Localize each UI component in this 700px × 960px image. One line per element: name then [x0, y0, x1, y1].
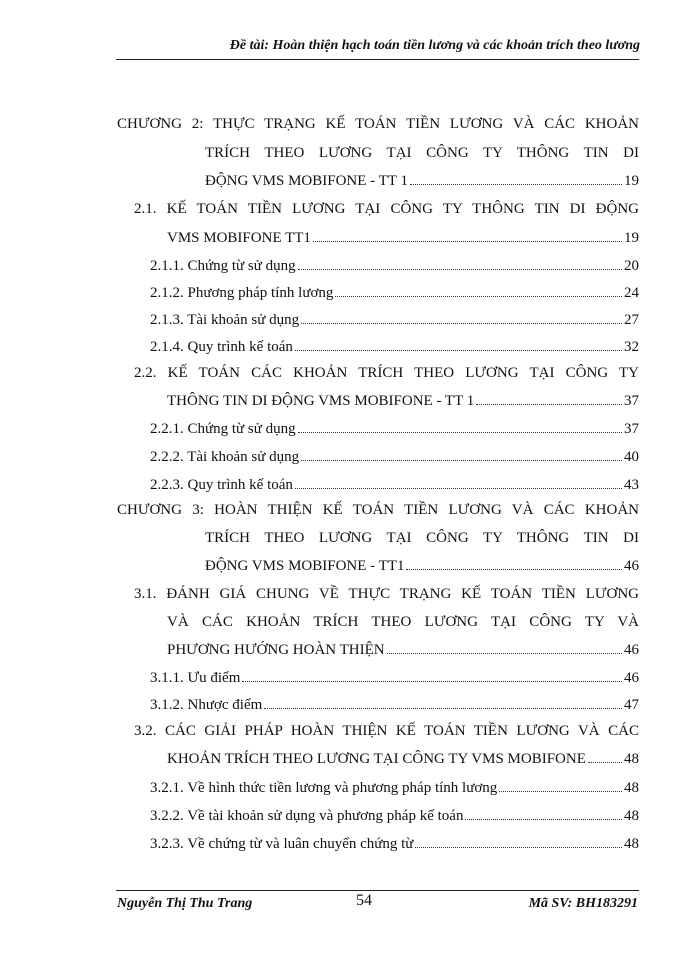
toc-entry-3-2-2-page: 48: [624, 808, 639, 824]
toc-chapter-2-line-1: CHƯƠNG 2: THỰC TRẠNG KẾ TOÁN TIỀN LƯƠNG VÀ CÁC KHOẢN: [117, 116, 639, 132]
toc-entry-3-2-2: [150, 807, 639, 825]
toc-entry-2-2-2-text: 2.2.2. Tài khoản sử dụng: [150, 449, 300, 465]
toc-entry-3-2-2-text: 3.2.2. Về tài khoản sử dụng và phương pháp kế toán: [150, 808, 464, 824]
dot-leader: [313, 241, 622, 242]
toc-chapter-3-line-3: [205, 557, 639, 575]
toc-section-3-2-text: KHOẢN TRÍCH THEO LƯƠNG TẠI CÔNG TY VMS MOBIFONE: [167, 751, 586, 767]
dot-leader: [588, 762, 622, 763]
toc-section-3-2-line-2: [167, 750, 639, 768]
toc-section-3-1-line-3: [167, 641, 639, 659]
toc-entry-2-1-3-text: 2.1.3. Tài khoản sử dụng: [150, 312, 300, 328]
dot-leader: [499, 791, 622, 792]
page-header-title: Đề tài: Hoàn thiện hạch toán tiền lương và các khoản trích theo lương: [229, 38, 640, 53]
toc-chapter-2-line-3: [205, 172, 639, 190]
dot-leader: [301, 323, 622, 324]
toc-entry-2-1-2: [150, 284, 639, 302]
toc-chapter-3-line-1: CHƯƠNG 3: HOÀN THIỆN KẾ TOÁN TIỀN LƯƠNG VÀ CÁC KHOẢN: [117, 502, 639, 518]
toc-entry-2-2-1: [150, 420, 639, 438]
toc-entry-3-1-1: [150, 669, 639, 687]
dot-leader: [415, 847, 622, 848]
toc-entry-2-2-2-page: 40: [624, 449, 639, 465]
toc-entry-2-1-1-text: 2.1.1. Chứng từ sử dụng: [150, 258, 296, 274]
dot-leader: [264, 708, 622, 709]
dot-leader: [295, 488, 622, 489]
toc-entry-2-2-1-text: 2.2.1. Chứng từ sử dụng: [150, 421, 296, 437]
footer-page-number: 54: [356, 892, 372, 909]
dot-leader: [476, 404, 622, 405]
dot-leader: [298, 269, 622, 270]
toc-chapter-3-text: ĐỘNG VMS MOBIFONE - TT1: [205, 558, 405, 574]
toc-entry-2-2-3-page: 43: [624, 477, 639, 493]
toc-entry-2-1-2-text: 2.1.2. Phương pháp tính lương: [150, 285, 334, 301]
toc-section-2-1-line-2: [167, 229, 639, 247]
toc-entry-3-2-3-text: 3.2.3. Về chứng từ và luân chuyển chứng từ: [150, 836, 414, 852]
toc-entry-3-1-1-text: 3.1.1. Ưu điểm: [150, 670, 241, 686]
header-rule: [116, 59, 639, 60]
toc-section-2-2-line-2: [167, 392, 639, 410]
toc-entry-2-2-1-page: 37: [624, 421, 639, 437]
toc-entry-2-1-4: [150, 338, 639, 356]
toc-chapter-3-line-2: TRÍCH THEO LƯƠNG TẠI CÔNG TY THÔNG TIN DI: [205, 530, 639, 546]
toc-entry-3-2-1-text: 3.2.1. Về hình thức tiền lương và phương pháp tính lương: [150, 780, 498, 796]
toc-entry-3-2-3: [150, 835, 639, 853]
footer-rule: [116, 890, 639, 891]
dot-leader: [387, 653, 622, 654]
toc-entry-3-1-2-text: 3.1.2. Nhược điểm: [150, 697, 263, 713]
toc-entry-2-2-3-text: 2.2.3. Quy trình kế toán: [150, 477, 293, 493]
toc-section-3-2-line-1: 3.2. CÁC GIẢI PHÁP HOÀN THIỆN KẾ TOÁN TIỀN LƯƠNG VÀ CÁC: [134, 723, 639, 739]
toc-chapter-2-page: 19: [624, 173, 639, 189]
toc-entry-3-1-1-page: 46: [624, 670, 639, 686]
toc-section-3-1-line-2: VÀ CÁC KHOẢN TRÍCH THEO LƯƠNG TẠI CÔNG TY VÀ: [167, 614, 639, 630]
toc-entry-3-2-1: [150, 779, 639, 797]
dot-leader: [465, 819, 622, 820]
toc-entry-3-2-3-page: 48: [624, 836, 639, 852]
toc-section-2-1-page: 19: [624, 230, 639, 246]
dot-leader: [301, 460, 622, 461]
dot-leader: [298, 432, 622, 433]
toc-section-2-2-line-1: 2.2. KẾ TOÁN CÁC KHOẢN TRÍCH THEO LƯƠNG TẠI CÔNG TY: [134, 365, 639, 381]
toc-chapter-2-line-2: TRÍCH THEO LƯƠNG TẠI CÔNG TY THÔNG TIN DI: [205, 145, 639, 161]
toc-entry-2-1-1-page: 20: [624, 258, 639, 274]
toc-entry-3-2-1-page: 48: [624, 780, 639, 796]
toc-section-2-2-page: 37: [624, 393, 639, 409]
toc-section-3-1-text: PHƯƠNG HƯỚNG HOÀN THIỆN: [167, 642, 385, 658]
toc-entry-3-1-2: [150, 696, 639, 714]
footer-student-id: Mã SV: BH183291: [528, 896, 638, 911]
dot-leader: [335, 296, 622, 297]
toc-section-3-2-page: 48: [624, 751, 639, 767]
toc-entry-3-1-2-page: 47: [624, 697, 639, 713]
dot-leader: [406, 569, 622, 570]
toc-entry-2-1-4-page: 32: [624, 339, 639, 355]
dot-leader: [295, 350, 622, 351]
toc-section-3-1-line-1: 3.1. ĐÁNH GIÁ CHUNG VỀ THỰC TRẠNG KẾ TOÁN TIỀN LƯƠNG: [134, 586, 639, 602]
footer-author: Nguyễn Thị Thu Trang: [117, 896, 253, 911]
toc-section-3-1-page: 46: [624, 642, 639, 658]
toc-section-2-1-text: VMS MOBIFONE TT1: [167, 230, 311, 246]
toc-chapter-2-text: ĐỘNG VMS MOBIFONE - TT 1: [205, 173, 408, 189]
toc-entry-2-2-3: [150, 476, 639, 494]
toc-chapter-3-page: 46: [624, 558, 639, 574]
toc-entry-2-1-3-page: 27: [624, 312, 639, 328]
toc-entry-2-1-2-page: 24: [624, 285, 639, 301]
toc-entry-2-1-1: [150, 257, 639, 275]
toc-entry-2-1-3: [150, 311, 639, 329]
toc-section-2-2-text: THÔNG TIN DI ĐỘNG VMS MOBIFONE - TT 1: [167, 393, 475, 409]
dot-leader: [410, 184, 622, 185]
dot-leader: [242, 681, 622, 682]
toc-section-2-1-line-1: 2.1. KẾ TOÁN TIỀN LƯƠNG TẠI CÔNG TY THÔNG TIN DI ĐỘNG: [134, 201, 639, 217]
toc-entry-2-1-4-text: 2.1.4. Quy trình kế toán: [150, 339, 293, 355]
toc-entry-2-2-2: [150, 448, 639, 466]
